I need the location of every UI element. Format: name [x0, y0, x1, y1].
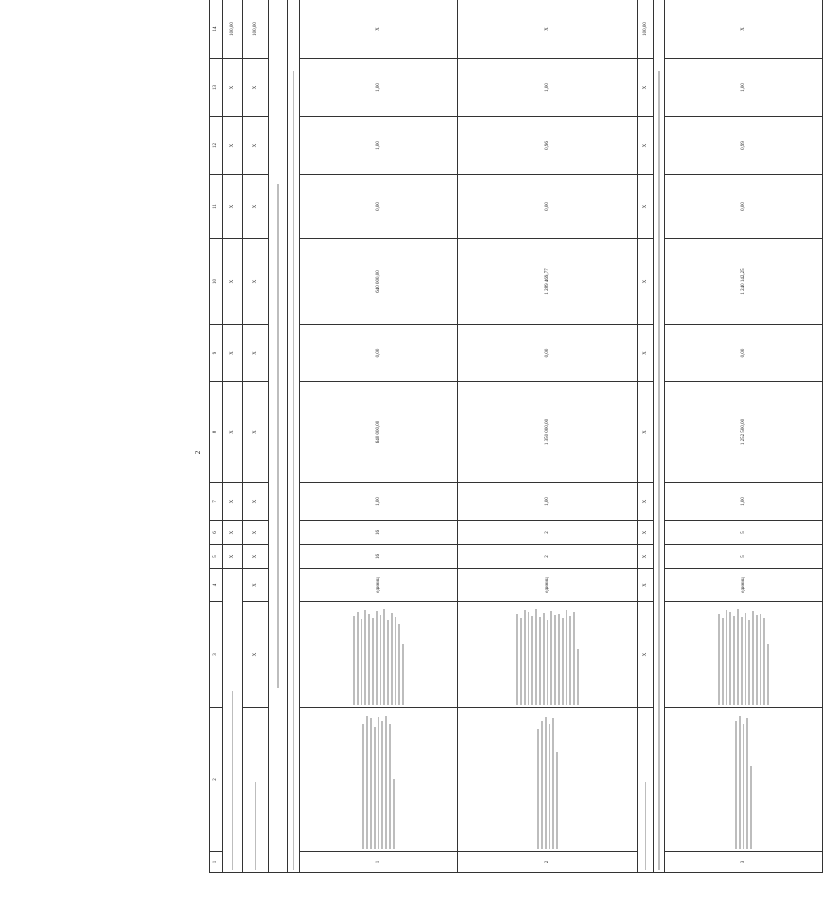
table-cell: X	[243, 569, 269, 602]
table-row	[458, 0, 638, 873]
header-cell: 2	[210, 708, 223, 852]
table-cell: X	[243, 545, 269, 569]
table-cell: X	[638, 175, 654, 239]
header-cell: 10	[210, 239, 223, 325]
table-cell: X	[223, 545, 243, 569]
table-cell: X	[665, 0, 823, 59]
table-cell: 0,00	[300, 175, 458, 239]
row-number: 2	[458, 852, 638, 873]
table-cell: единиц	[665, 569, 823, 602]
page-number: 2	[194, 450, 202, 455]
table-cell: X	[638, 325, 654, 382]
table-cell: X	[243, 117, 269, 175]
table-cell: 0,00	[300, 325, 458, 382]
table-cell: 5	[665, 521, 823, 545]
indicator-description-placeholder	[458, 602, 638, 708]
header-cell: 12	[210, 117, 223, 175]
table-cell: X	[300, 0, 458, 59]
table-cell: X	[638, 483, 654, 521]
table-cell: X	[243, 239, 269, 325]
measure-description-placeholder	[300, 708, 458, 852]
section-heading-row	[269, 0, 288, 873]
table-cell: X	[243, 382, 269, 483]
row-title-placeholder	[223, 569, 243, 873]
table-row	[665, 0, 823, 873]
table-cell: X	[638, 521, 654, 545]
table-cell: X	[638, 239, 654, 325]
table-cell: 1 240 142,25	[665, 239, 823, 325]
table-cell: 1,00	[300, 117, 458, 175]
table-cell: 1,00	[665, 59, 823, 117]
table-cell: 100,00	[638, 0, 654, 59]
table-cell: X	[243, 175, 269, 239]
table-cell: 1 289 469,77	[458, 239, 638, 325]
header-cell: 9	[210, 325, 223, 382]
table-row	[638, 0, 654, 873]
table-cell: X	[458, 0, 638, 59]
measure-description-placeholder	[665, 708, 823, 852]
table-cell: 1,00	[458, 483, 638, 521]
measure-heading-row	[288, 0, 300, 873]
table-cell: X	[638, 545, 654, 569]
measure-heading-row	[654, 0, 665, 873]
table-cell: X	[223, 175, 243, 239]
table-cell: 16	[300, 545, 458, 569]
table-cell: 100,00	[223, 0, 243, 59]
table-cell: 1,00	[458, 59, 638, 117]
table-cell: единиц	[300, 569, 458, 602]
table-cell: 640 000,00	[300, 239, 458, 325]
table-cell: 5	[665, 545, 823, 569]
table-cell: X	[638, 59, 654, 117]
header-cell: 14	[210, 0, 223, 59]
row-number: 1	[300, 852, 458, 873]
row-number: 3	[665, 852, 823, 873]
row-title-placeholder	[638, 708, 654, 873]
table-cell: X	[223, 239, 243, 325]
indicator-description-placeholder	[665, 602, 823, 708]
header-cell: 3	[210, 602, 223, 708]
table-cell: 0,00	[458, 325, 638, 382]
table-cell: 2	[458, 545, 638, 569]
table-cell: X	[638, 382, 654, 483]
table-cell: X	[223, 59, 243, 117]
table-cell: 2	[458, 521, 638, 545]
row-title-placeholder	[243, 708, 269, 873]
table-cell: X	[243, 59, 269, 117]
table-row	[300, 0, 458, 873]
table-cell: X	[243, 521, 269, 545]
table-cell: 1,00	[300, 59, 458, 117]
header-cell: 7	[210, 483, 223, 521]
table-cell: 1 350 000,00	[458, 382, 638, 483]
header-cell: 8	[210, 382, 223, 483]
header-cell: 13	[210, 59, 223, 117]
table-cell: 100,00	[243, 0, 269, 59]
table-cell: X	[243, 602, 269, 708]
header-cell: 5	[210, 545, 223, 569]
table-cell: X	[638, 602, 654, 708]
table-cell: 1,00	[300, 483, 458, 521]
table-cell: 0,00	[665, 325, 823, 382]
table-cell: X	[223, 117, 243, 175]
table-cell: 16	[300, 521, 458, 545]
table-cell: 0,00	[665, 175, 823, 239]
table-row	[243, 0, 269, 873]
table-cell: 0,99	[665, 117, 823, 175]
measure-description-placeholder	[458, 708, 638, 852]
header-row	[210, 0, 223, 873]
table-row	[223, 0, 243, 873]
table-cell: X	[243, 325, 269, 382]
table-cell: X	[243, 483, 269, 521]
table-cell: X	[223, 325, 243, 382]
table-cell: 640 000,00	[300, 382, 458, 483]
measure-heading-placeholder	[288, 0, 300, 873]
header-cell: 11	[210, 175, 223, 239]
indicator-description-placeholder	[300, 602, 458, 708]
header-cell: 4	[210, 569, 223, 602]
table-cell: 1 252 500,00	[665, 382, 823, 483]
table-cell: X	[223, 521, 243, 545]
header-cell: 6	[210, 521, 223, 545]
performance-table	[209, 0, 823, 873]
table-cell: 0,00	[458, 175, 638, 239]
table-cell: X	[223, 382, 243, 483]
section-heading-placeholder	[269, 0, 288, 873]
table-cell: 1,00	[665, 483, 823, 521]
header-cell: 1	[210, 852, 223, 873]
table-cell: X	[638, 569, 654, 602]
table-cell: 0,96	[458, 117, 638, 175]
table-cell: единиц	[458, 569, 638, 602]
table-cell: X	[223, 483, 243, 521]
measure-heading-placeholder	[654, 0, 665, 873]
table-cell: X	[638, 117, 654, 175]
